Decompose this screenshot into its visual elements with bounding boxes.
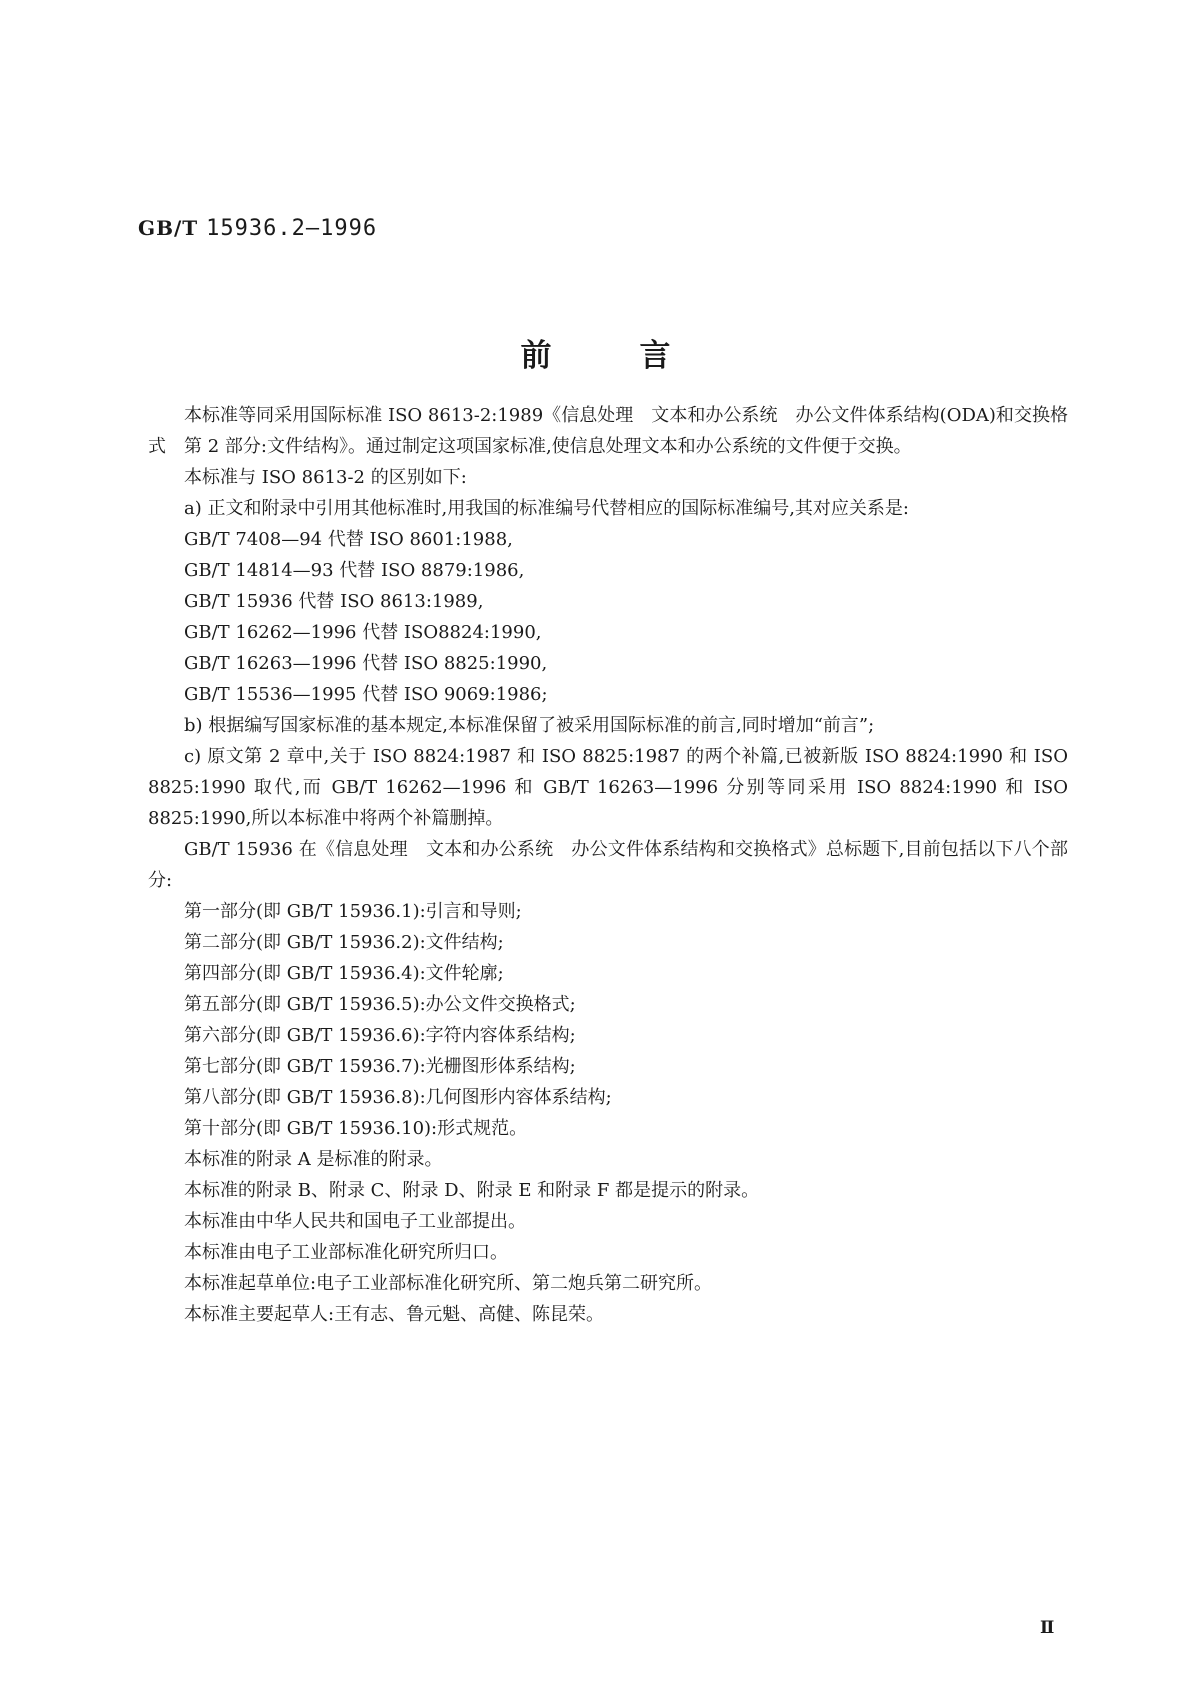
list-item: GB/T 14814—93 代替 ISO 8879:1986,	[184, 560, 525, 581]
paragraph: GB/T 15936 在《信息处理 文本和办公系统 办公文件体系结构和交换格式》总标题下,目前包括以下八个部分:	[148, 839, 1068, 891]
list-item: GB/T 7408—94 代替 ISO 8601:1988,	[184, 529, 513, 550]
list-item: 第一部分(即 GB/T 15936.1):引言和导则;	[184, 901, 522, 922]
paragraph: 本标准等同采用国际标准 ISO 8613-2:1989《信息处理 文本和办公系统 办公文件体系结构(ODA)和交换格式 第 2 部分:文件结构》。通过制定这项国家标准,使信息处理文本和办公系统的文件便于交换。	[148, 405, 1068, 457]
paragraph: 本标准起草单位:电子工业部标准化研究所、第二炮兵第二研究所。	[184, 1273, 713, 1294]
page-number: Ⅱ	[1040, 1618, 1055, 1638]
list-item: 第八部分(即 GB/T 15936.8):几何图形内容体系结构;	[184, 1087, 612, 1108]
list-item: 第二部分(即 GB/T 15936.2):文件结构;	[184, 932, 504, 953]
paragraph: 本标准与 ISO 8613-2 的区别如下:	[184, 467, 467, 488]
list-item: 第十部分(即 GB/T 15936.10):形式规范。	[184, 1118, 528, 1139]
list-item: 第六部分(即 GB/T 15936.6):字符内容体系结构;	[184, 1025, 576, 1046]
list-item: 第五部分(即 GB/T 15936.5):办公文件交换格式;	[184, 994, 576, 1015]
list-item: GB/T 16263—1996 代替 ISO 8825:1990,	[184, 653, 548, 674]
foreword-body	[148, 400, 1068, 1330]
standard-code: 15936.2—1996	[206, 216, 378, 241]
paragraph: a) 正文和附录中引用其他标准时,用我国的标准编号代替相应的国际标准编号,其对应关系是:	[184, 498, 909, 519]
list-item: 第七部分(即 GB/T 15936.7):光栅图形体系结构;	[184, 1056, 576, 1077]
list-item: GB/T 16262—1996 代替 ISO8824:1990,	[184, 622, 542, 643]
list-item: GB/T 15536—1995 代替 ISO 9069:1986;	[184, 684, 548, 705]
paragraph: 本标准的附录 B、附录 C、附录 D、附录 E 和附录 F 都是提示的附录。	[184, 1180, 760, 1201]
paragraph: 本标准由中华人民共和国电子工业部提出。	[184, 1211, 526, 1232]
list-item: GB/T 15936 代替 ISO 8613:1989,	[184, 591, 484, 612]
standard-number	[138, 216, 377, 241]
list-item: 第四部分(即 GB/T 15936.4):文件轮廓;	[184, 963, 504, 984]
page-title: 前言	[520, 338, 759, 374]
paragraph: c) 原文第 2 章中,关于 ISO 8824:1987 和 ISO 8825:1987 的两个补篇,已被新版 ISO 8824:1990 和 ISO 8825:1990 取代,而 GB/T 16262—1996 和 GB/T 16263—1996 分别等同采用 ISO 8824:1990 和 ISO 8825:1990,所以本标准中将两个补篇删掉。	[148, 746, 1068, 829]
paragraph: 本标准主要起草人:王有志、鲁元魁、高健、陈昆荣。	[184, 1304, 605, 1325]
standard-prefix: GB/T	[138, 216, 199, 240]
paragraph: b) 根据编写国家标准的基本规定,本标准保留了被采用国际标准的前言,同时增加“前言”;	[184, 715, 875, 736]
paragraph: 本标准的附录 A 是标准的附录。	[184, 1149, 443, 1170]
paragraph: 本标准由电子工业部标准化研究所归口。	[184, 1242, 508, 1263]
